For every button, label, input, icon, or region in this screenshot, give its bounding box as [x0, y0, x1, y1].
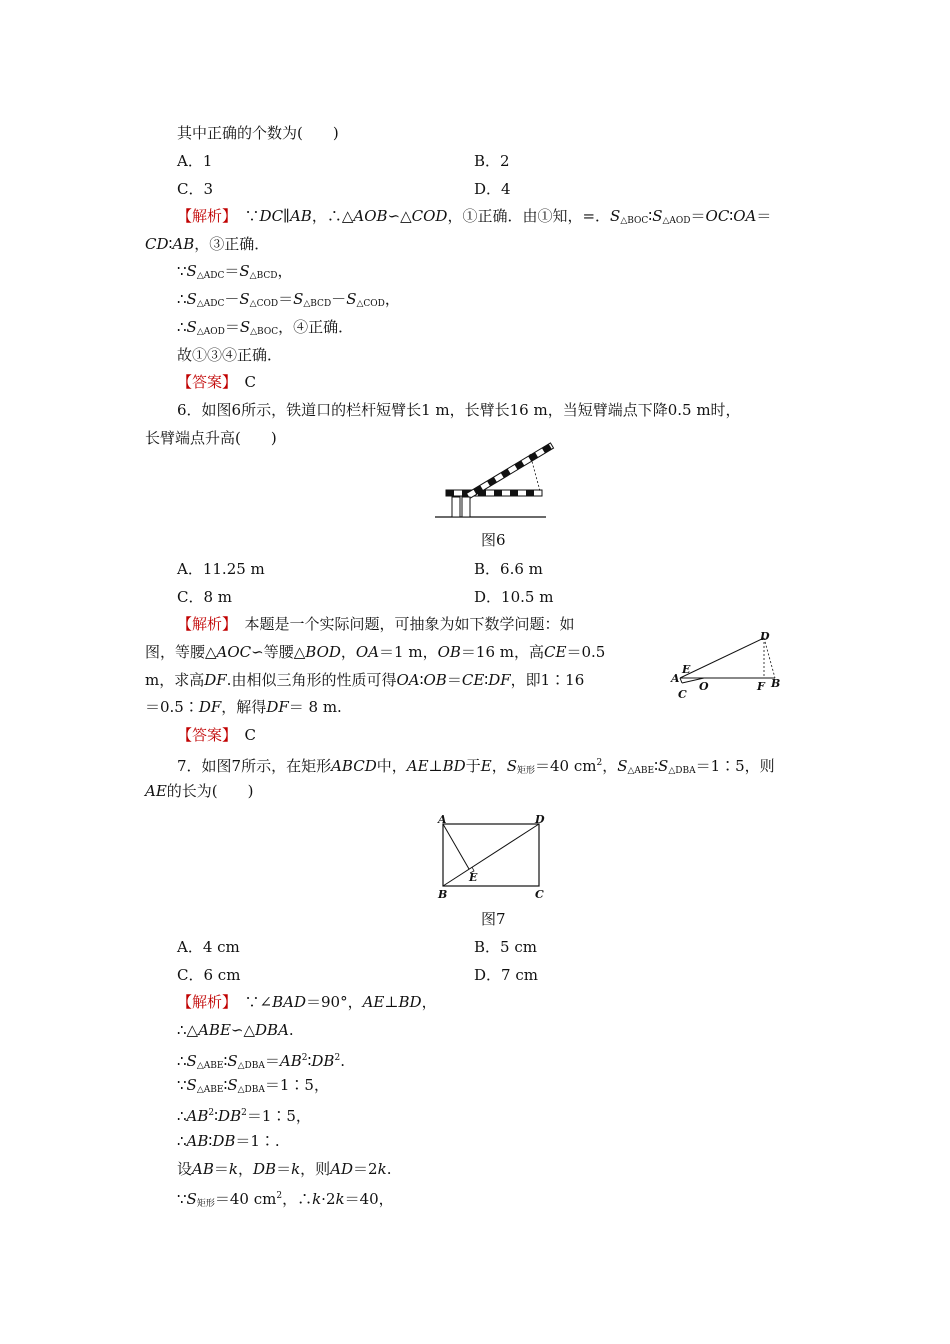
q6-fig-label-d: D	[760, 630, 770, 643]
q7-analysis-line6: ∴AB∶DB＝1∶.	[177, 1132, 280, 1150]
q7-stem-line2: AE的长为( )	[145, 782, 254, 800]
q7-analysis-line7: 设AB＝k，DB＝k，则AD＝2k.	[177, 1160, 392, 1178]
q7-fig-label-e: E	[469, 871, 478, 884]
q6-railroad-barrier-figure	[430, 450, 550, 525]
q6-fig-label-c: C	[678, 688, 687, 701]
q5-option-b: B．2	[474, 152, 510, 170]
q7-figure-caption: 图7	[481, 910, 506, 928]
q5-option-d: D．4	[474, 180, 511, 198]
q6-stem-line1: 6．如图6所示，铁道口的栏杆短臂长1 m，长臂长16 m，当短臂端点下降0.5 m时，	[177, 401, 741, 419]
q7-fig-label-c: C	[535, 888, 544, 901]
q5-option-c: C．3	[177, 180, 214, 198]
q6-option-a: A．11.25 m	[177, 560, 265, 578]
q5-option-a: A．1	[177, 152, 213, 170]
answer-tag: 【答案】	[177, 726, 230, 744]
q7-rectangle-figure	[433, 812, 548, 902]
analysis-tag: 【解析】	[177, 207, 230, 225]
q6-stem-line2: 长臂端点升高( )	[145, 429, 277, 447]
q7-option-a: A．4 cm	[177, 938, 240, 956]
q7-option-c: C．6 cm	[177, 966, 241, 984]
q7-analysis-line5: $\therefore AB^2∶DB^2=1∶5$，	[177, 1107, 311, 1125]
q6-fig-label-a: A	[671, 672, 680, 685]
q6-option-d: D．10.5 m	[474, 588, 554, 606]
q6-analysis-line2: 图，等腰△AOC∽等腰△BOD，OA＝1 m，OB＝16 m，高CE＝0.5	[145, 643, 606, 661]
q6-analysis-line3: m，求高DF.由相似三角形的性质可得OA∶OB＝CE∶DF，即1∶16	[145, 671, 585, 689]
q5-analysis-line6: 故①③④正确．	[177, 346, 283, 364]
q7-stem-line1: 7．如图7所示，在矩形ABCD中，AE⊥BD于E，$S_{矩形}=40$ $cm^2$，$S_{\triangle ABE}∶S_{\triangle DBA}=1∶5$，则	[177, 757, 775, 776]
q6-analysis-line4: ＝0.5∶DF，解得DF＝ 8 m.	[145, 698, 342, 716]
q5-analysis-line3: $\because S_{\triangle ADC}=S_{\triangle BCD}$，	[177, 262, 293, 281]
q5-analysis-line1: 【解析】 ∵DC∥AB，∴△AOB∽△COD，①正确．由①知，=．$S_{\triangle BOC}∶S_{\triangle AOD}=OC∶OA=$	[177, 207, 772, 226]
q5-analysis-line4: $\therefore S_{\triangle ADC}-S_{\triangle COD}=S_{\triangle BCD}-S_{\triangle COD}$，	[177, 290, 400, 309]
q6-fig-label-b: B	[771, 677, 781, 690]
q6-fig-label-e: E	[682, 663, 691, 676]
q7-fig-label-d: D	[535, 813, 545, 826]
q5-analysis-line5: $\therefore S_{\triangle AOD}=S_{\triangle BOC}$，④正确．	[177, 318, 354, 337]
q7-analysis-line8: $\because S_{矩形}=40$ $cm^2$，∴k·2k＝40，	[177, 1190, 394, 1209]
q6-similar-triangles-figure	[668, 628, 788, 703]
q7-fig-label-a: A	[438, 813, 447, 826]
q7-analysis-line4: $\because S_{\triangle ABE}∶S_{\triangle DBA}=1∶5$，	[177, 1076, 329, 1095]
analysis-tag: 【解析】	[177, 615, 230, 633]
q6-answer: 【答案】 C	[177, 726, 257, 744]
q7-analysis-line2: ∴△ABE∽△DBA.	[177, 1021, 294, 1039]
q5-analysis-line2: CD∶AB，③正确．	[145, 235, 270, 253]
q7-option-d: D．7 cm	[474, 966, 538, 984]
q7-fig-label-b: B	[438, 888, 448, 901]
analysis-tag: 【解析】	[177, 993, 230, 1011]
q6-fig-label-o: O	[699, 680, 709, 693]
q5-stem: 其中正确的个数为( )	[177, 124, 339, 142]
q6-fig-label-f: F	[757, 680, 765, 693]
q6-analysis-line1: 【解析】 本题是一个实际问题，可抽象为如下数学问题：如	[177, 615, 575, 633]
q7-analysis-line3: $\therefore S_{\triangle ABE}∶S_{\triangle DBA}=AB^2∶DB^2$.	[177, 1052, 345, 1071]
q6-figure-caption: 图6	[481, 531, 506, 549]
q7-analysis-line1: 【解析】 ∵∠BAD＝90°，AE⊥BD，	[177, 993, 437, 1011]
q7-option-b: B．5 cm	[474, 938, 537, 956]
q6-option-b: B．6.6 m	[474, 560, 543, 578]
q6-option-c: C．8 m	[177, 588, 233, 606]
q5-answer: 【答案】 C	[177, 373, 257, 391]
answer-tag: 【答案】	[177, 373, 230, 391]
